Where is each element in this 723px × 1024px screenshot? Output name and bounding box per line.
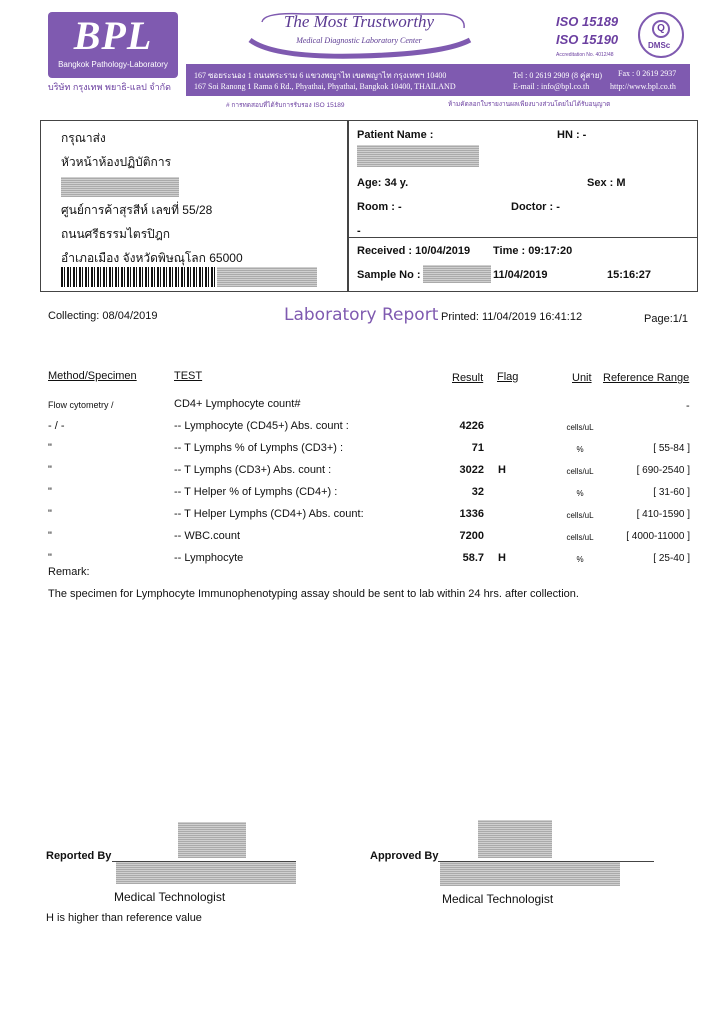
row-unit: % bbox=[576, 489, 584, 498]
row-ref: [ 25-40 ] bbox=[653, 553, 690, 564]
received-time: Time : 09:17:20 bbox=[493, 245, 573, 257]
iso-15190: ISO 15190 bbox=[556, 32, 619, 47]
remark-text: The specimen for Lymphocyte Immunophenotyping assay should be sent to lab within 24 hrs. after collection. bbox=[48, 588, 579, 600]
tagline-subtitle: Medical Diagnostic Laboratory Center bbox=[296, 36, 422, 45]
table-row bbox=[0, 550, 723, 572]
row-test: -- Lymphocyte (CD45+) Abs. count : bbox=[174, 420, 349, 432]
collecting-date: Collecting: 08/04/2019 bbox=[48, 310, 158, 322]
recipient-line-5: ถนนศรีธรรมไตรปิฎก bbox=[61, 227, 171, 241]
row-result: 3022 bbox=[459, 464, 484, 476]
row-result: 71 bbox=[471, 442, 484, 454]
redacted-sample-no bbox=[423, 265, 491, 283]
row-method: " bbox=[48, 486, 52, 498]
printed-timestamp: Printed: 11/04/2019 16:41:12 bbox=[441, 311, 583, 323]
row-method: - / - bbox=[48, 420, 65, 432]
sample-no-label: Sample No : bbox=[357, 269, 421, 281]
row-unit: cells/uL bbox=[566, 511, 594, 520]
row-test: -- T Helper Lymphs (CD4+) Abs. count: bbox=[174, 508, 364, 520]
recipient-box bbox=[40, 120, 348, 292]
row-test: -- T Lymphs (CD3+) Abs. count : bbox=[174, 464, 332, 476]
row-ref: [ 31-60 ] bbox=[653, 487, 690, 498]
row-method: " bbox=[48, 464, 52, 476]
col-unit-header: Unit bbox=[572, 372, 592, 384]
row-test: -- T Helper % of Lymphs (CD4+) : bbox=[174, 486, 338, 498]
col-ref-header: Reference Range bbox=[603, 372, 690, 384]
bpl-logo bbox=[48, 12, 178, 78]
row-ref: [ 410-1590 ] bbox=[636, 509, 690, 520]
row-ref: [ 4000-11000 ] bbox=[626, 531, 690, 542]
row-result: 7200 bbox=[459, 530, 484, 542]
recipient-line-6: อำเภอเมือง จังหวัดพิษณุโลก 65000 bbox=[61, 251, 243, 265]
row-method: " bbox=[48, 530, 52, 542]
row-ref: [ 690-2540 ] bbox=[636, 465, 690, 476]
sample-date: 11/04/2019 bbox=[493, 269, 548, 281]
section-test: CD4+ Lymphocyte count# bbox=[174, 398, 301, 410]
row-unit: cells/uL bbox=[566, 533, 594, 542]
room-field: Room : - bbox=[357, 201, 402, 213]
table-row bbox=[0, 462, 723, 484]
row-method: " bbox=[48, 508, 52, 520]
row-test: -- Lymphocyte bbox=[174, 552, 244, 564]
email: E-mail : info@bpl.co.th bbox=[513, 82, 590, 91]
redacted-barcode-number bbox=[217, 267, 317, 287]
company-thai-name: บริษัท กรุงเทพ พยาธิ-แลป จำกัด bbox=[48, 82, 171, 92]
telephone: Tel : 0 2619 2909 (8 คู่สาย) bbox=[513, 71, 603, 80]
col-result-header: Result bbox=[452, 372, 484, 384]
seal-q-icon: Q bbox=[652, 20, 670, 38]
logo-text: BPL bbox=[73, 13, 153, 58]
address-bar bbox=[186, 64, 690, 96]
copy-warning-note: ห้ามคัดลอกใบรายงานผลเพียงบางส่วนโดยไม่ได้รับอนุญาต bbox=[448, 101, 611, 108]
table-row bbox=[0, 418, 723, 440]
reported-by-label: Reported By bbox=[46, 850, 112, 862]
redacted-reporter-name bbox=[116, 862, 296, 884]
doctor-field: Doctor : - bbox=[511, 201, 560, 213]
row-result: 32 bbox=[471, 486, 484, 498]
row-test: -- T Lymphs % of Lymphs (CD3+) : bbox=[174, 442, 344, 454]
footnote: H is higher than reference value bbox=[46, 912, 202, 924]
redacted-reporter-signature bbox=[178, 822, 246, 858]
tagline-title: The Most Trustworthy bbox=[283, 12, 435, 31]
approver-role: Medical Technologist bbox=[442, 892, 554, 906]
redacted-approver-signature bbox=[478, 820, 552, 858]
row-method: " bbox=[48, 552, 52, 564]
report-title: Laboratory Report bbox=[284, 305, 439, 325]
recipient-line-1: กรุณาส่ง bbox=[61, 131, 106, 145]
remark-label: Remark: bbox=[48, 566, 90, 578]
approved-by-label: Approved By bbox=[370, 850, 439, 862]
row-ref: [ 55-84 ] bbox=[653, 443, 690, 454]
row-test: -- WBC.count bbox=[174, 530, 241, 542]
barcode-icon bbox=[61, 267, 215, 287]
received-date: Received : 10/04/2019 bbox=[357, 245, 471, 257]
row-unit: cells/uL bbox=[566, 467, 594, 476]
reporter-role: Medical Technologist bbox=[114, 890, 226, 904]
redacted-recipient-name bbox=[61, 177, 179, 197]
row-result: 58.7 bbox=[462, 552, 484, 564]
row-result: 4226 bbox=[459, 420, 484, 432]
section-method: Flow cytometry / bbox=[48, 400, 114, 410]
divider bbox=[349, 237, 697, 238]
recipient-line-4: ศูนย์การค้าสุรสีห์ เลขที่ 55/28 bbox=[61, 203, 213, 217]
row-flag: H bbox=[498, 464, 506, 476]
website: http://www.bpl.co.th bbox=[610, 82, 676, 91]
tagline-block bbox=[244, 10, 474, 60]
table-row bbox=[0, 528, 723, 550]
iso-certification-note: # การทดสอบที่ได้รับการรับรอง ISO 15189 bbox=[226, 102, 345, 109]
row-unit: cells/uL bbox=[566, 423, 594, 432]
address-english: 167 Soi Ranong 1 Rama 6 Rd., Phyathai, Phyathai, Bangkok 10400, THAILAND bbox=[194, 82, 456, 91]
row-unit: % bbox=[576, 555, 584, 564]
hn-field: HN : - bbox=[557, 129, 587, 141]
sample-time: 15:16:27 bbox=[607, 269, 652, 281]
page-number: Page:1/1 bbox=[644, 313, 689, 325]
redacted-approver-name bbox=[440, 862, 620, 886]
iso-15189: ISO 15189 bbox=[556, 14, 619, 29]
patient-name-label: Patient Name : bbox=[357, 129, 434, 141]
recipient-line-2: หัวหน้าห้องปฏิบัติการ bbox=[61, 155, 172, 169]
fax: Fax : 0 2619 2937 bbox=[618, 69, 677, 78]
table-row bbox=[0, 484, 723, 506]
seal-dmsc-text: DMSc bbox=[648, 41, 671, 50]
quality-seal-icon bbox=[638, 12, 684, 58]
row-unit: % bbox=[576, 445, 584, 454]
address-thai: 167 ซอยระนอง 1 ถนนพระราม 6 แขวงพญาไท เขตพญาไท กรุงเทพฯ 10400 bbox=[194, 71, 447, 80]
table-row bbox=[0, 440, 723, 462]
logo-subtitle: Bangkok Pathology-Laboratory bbox=[58, 60, 168, 69]
redacted-patient-name bbox=[357, 145, 479, 167]
sex-field: Sex : M bbox=[587, 177, 626, 189]
row-flag: H bbox=[498, 552, 506, 564]
col-test-header: TEST bbox=[174, 370, 203, 382]
accreditation-number: Accreditation No. 4012/48 bbox=[556, 52, 614, 58]
row-result: 1336 bbox=[459, 508, 484, 520]
dash-field: - bbox=[357, 225, 361, 237]
age-field: Age: 34 y. bbox=[357, 177, 409, 189]
section-ref: - bbox=[686, 400, 690, 412]
col-flag-header: Flag bbox=[497, 371, 519, 383]
row-method: " bbox=[48, 442, 52, 454]
col-method-header: Method/Specimen bbox=[48, 370, 137, 382]
table-row bbox=[0, 506, 723, 528]
patient-info-box bbox=[348, 120, 698, 292]
